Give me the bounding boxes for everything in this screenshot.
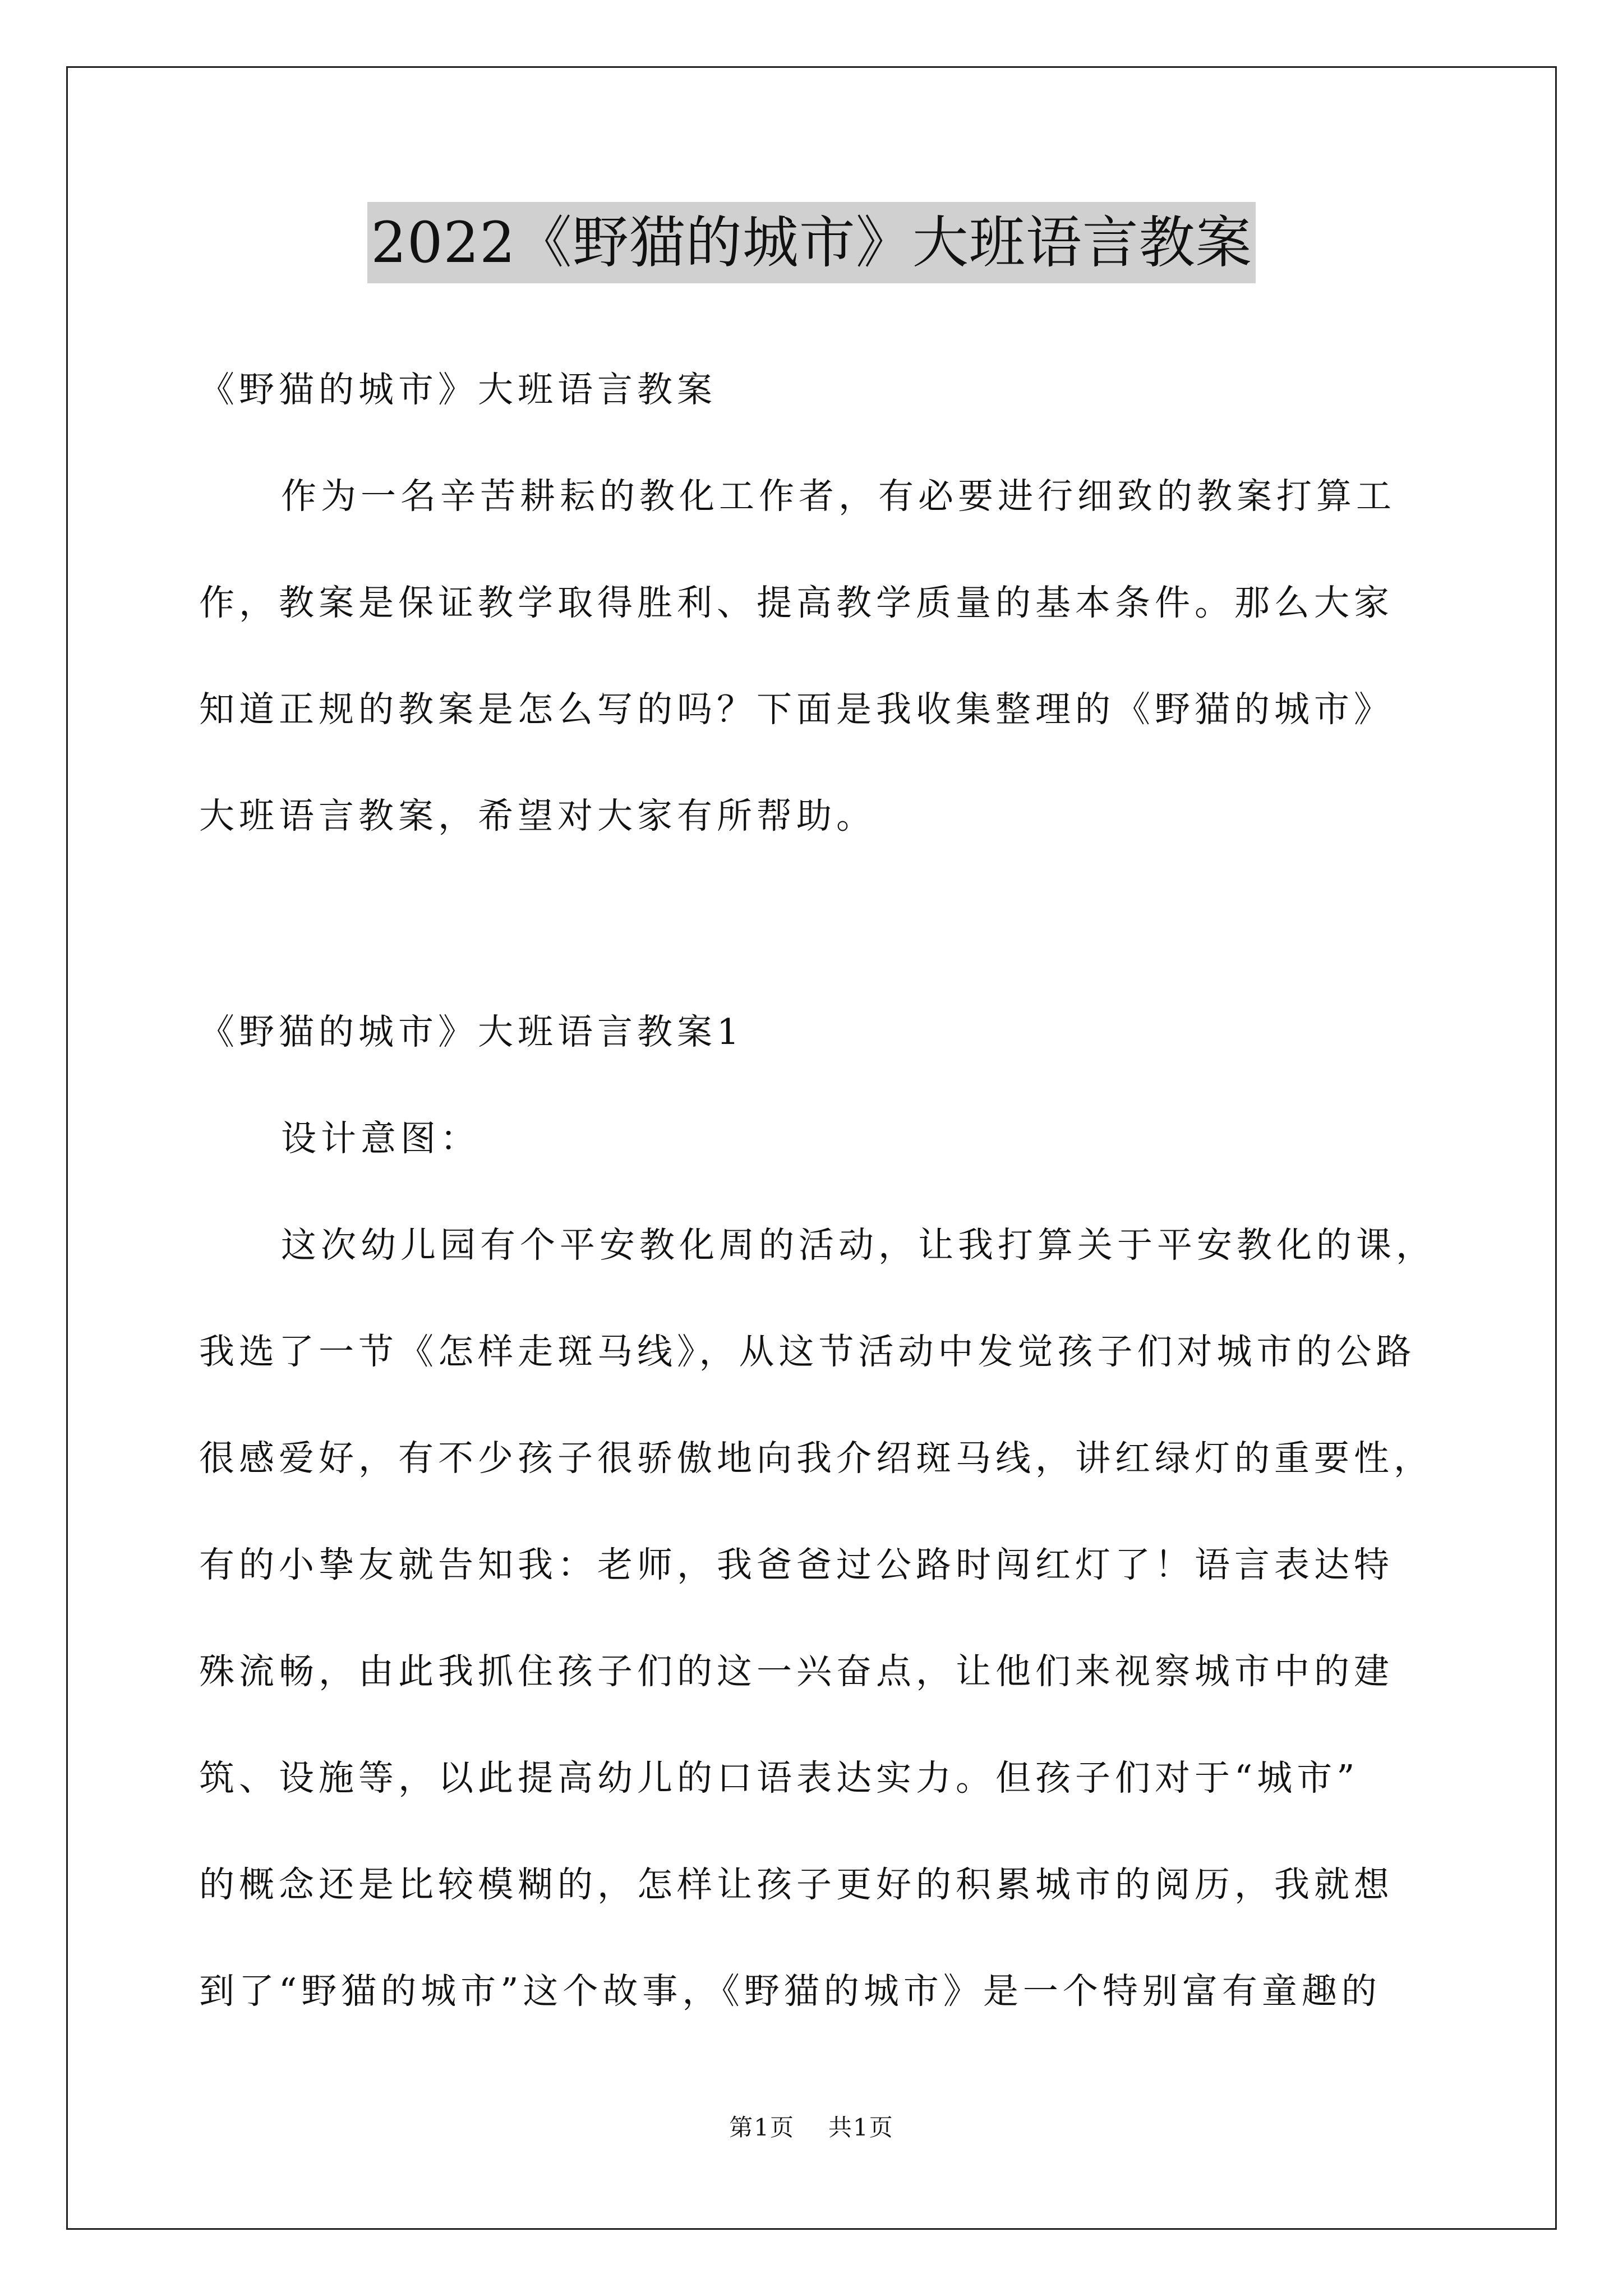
intro-line: 作为一名辛苦耕耘的教化工作者，有必要进行细致的教案打算工	[281, 476, 1396, 517]
section-heading: 《野猫的城市》大班语言教案1	[199, 1011, 744, 1052]
intro-line: 作，教案是保证教学取得胜利、提高教学质量的基本条件。那么大家	[199, 582, 1394, 623]
page-footer	[0, 2109, 1623, 2143]
body-line: 到了“野猫的城市”这个故事，《野猫的城市》是一个特别富有童趣的	[199, 1971, 1381, 2012]
section-label: 设计意图：	[281, 1118, 480, 1159]
body-line: 有的小挚友就告知我：老师，我爸爸过公路时闯红灯了！语言表达特	[199, 1544, 1394, 1585]
title-block	[0, 202, 1623, 283]
body-line: 很感爱好，有不少孩子很骄傲地向我介绍斑马线，讲红绿灯的重要性，	[199, 1438, 1433, 1479]
intro-line: 大班语言教案，希望对大家有所帮助。	[199, 795, 876, 836]
page-number: 第1页	[729, 2114, 795, 2141]
page-total: 共1页	[828, 2114, 894, 2141]
body-line: 我选了一节《怎样走斑马线》，从这节活动中发觉孩子们对城市的公路	[199, 1331, 1416, 1372]
body-line: 这次幼儿园有个平安教化周的活动，让我打算关于平安教化的课，	[281, 1225, 1436, 1266]
body-line: 筑、设施等，以此提高幼儿的口语表达实力。但孩子们对于“城市”	[199, 1757, 1359, 1798]
intro-line: 知道正规的教案是怎么写的吗？下面是我收集整理的《野猫的城市》	[199, 689, 1394, 730]
paragraph-gap	[199, 869, 1444, 979]
body-line: 的概念还是比较模糊的，怎样让孩子更好的积累城市的阅历，我就想	[199, 1864, 1394, 1905]
body-line: 殊流畅，由此我抓住孩子们的这一兴奋点，让他们来视察城市中的建	[199, 1651, 1394, 1692]
document-subtitle: 《野猫的城市》大班语言教案	[199, 369, 717, 410]
document-body	[199, 337, 1444, 2045]
document-title: 2022《野猫的城市》大班语言教案	[367, 202, 1256, 283]
